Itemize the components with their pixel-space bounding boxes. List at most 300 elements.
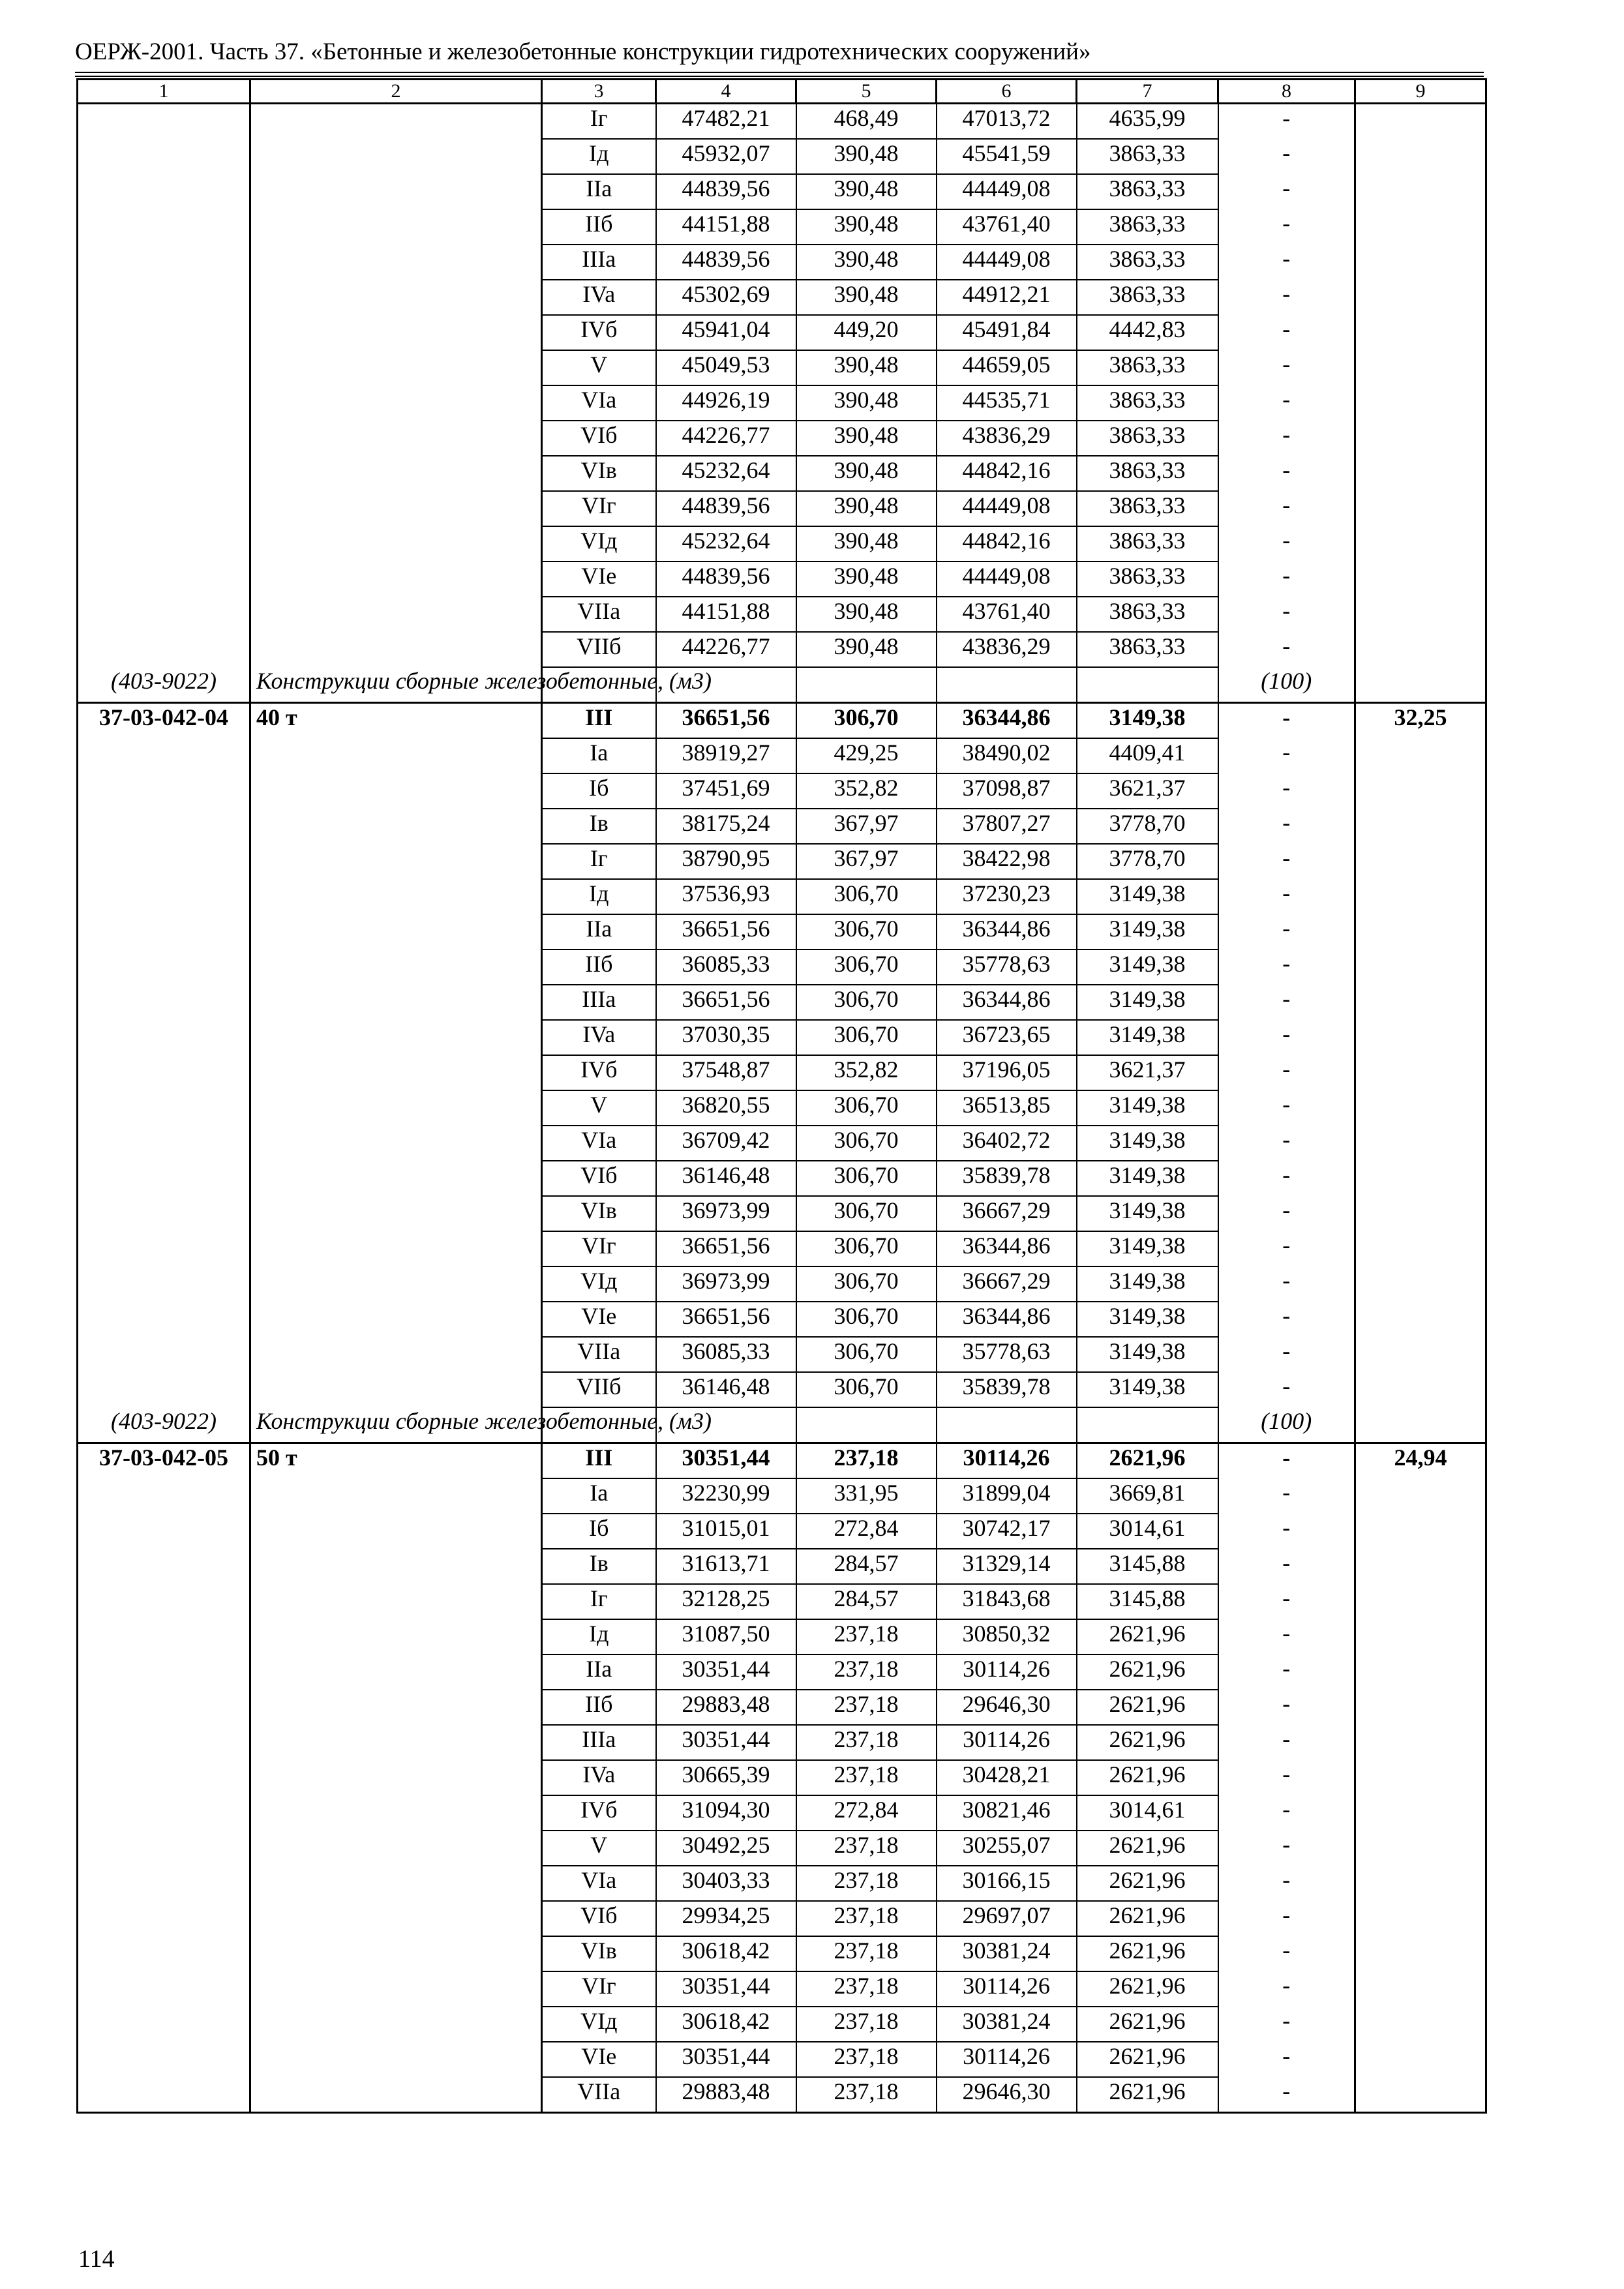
name-cell	[250, 1654, 542, 1690]
code-cell	[78, 421, 250, 456]
name-cell	[250, 456, 542, 491]
machine-cost-cell: 3145,88	[1077, 1584, 1218, 1619]
table-row	[78, 385, 1486, 421]
table-row	[78, 1231, 1486, 1266]
code-cell	[78, 1337, 250, 1372]
zone-cell: VIг	[542, 1971, 656, 2007]
machine-cost-cell: 3149,38	[1077, 703, 1218, 739]
name-cell	[250, 1619, 542, 1654]
machine-cost-cell: 3863,33	[1077, 139, 1218, 174]
zone-cell: VIб	[542, 421, 656, 456]
col8-cell: -	[1218, 1549, 1355, 1584]
col9-cell	[1355, 844, 1486, 879]
total-cost-cell: 44226,77	[656, 632, 796, 667]
table-row	[78, 1302, 1486, 1337]
total-cost-cell: 32230,99	[656, 1478, 796, 1514]
wage-cell: 306,70	[796, 1302, 937, 1337]
table-row	[78, 879, 1486, 914]
name-cell	[250, 1760, 542, 1795]
col8-cell: -	[1218, 703, 1355, 739]
table-row	[78, 1407, 1486, 1443]
material-cost-cell: 44449,08	[937, 174, 1077, 209]
col9-cell	[1355, 809, 1486, 844]
total-cost-cell: 32128,25	[656, 1584, 796, 1619]
wage-cell: 390,48	[796, 245, 937, 280]
code-cell	[78, 1936, 250, 1971]
zone-cell: Iг	[542, 104, 656, 140]
col8-cell: -	[1218, 1090, 1355, 1126]
material-cost-cell: 36344,86	[937, 1231, 1077, 1266]
machine-cost-cell: 2621,96	[1077, 1866, 1218, 1901]
code-cell	[78, 1901, 250, 1936]
wage-cell: 331,95	[796, 1478, 937, 1514]
col9-cell	[1355, 139, 1486, 174]
zone-cell: Iб	[542, 773, 656, 809]
col8-cell: -	[1218, 597, 1355, 632]
material-cost-cell: 31843,68	[937, 1584, 1077, 1619]
machine-cost-cell: 3149,38	[1077, 1090, 1218, 1126]
total-cost-cell: 38790,95	[656, 844, 796, 879]
zone-cell: VIв	[542, 456, 656, 491]
wage-cell: 306,70	[796, 914, 937, 950]
name-cell	[250, 914, 542, 950]
col9-cell	[1355, 315, 1486, 350]
table-row	[78, 1372, 1486, 1407]
wage-cell: 237,18	[796, 2042, 937, 2077]
code-cell	[78, 1971, 250, 2007]
column-header-6: 6	[937, 80, 1077, 104]
total-cost-cell: 45302,69	[656, 280, 796, 315]
code-cell	[78, 738, 250, 773]
col8-cell: -	[1218, 1302, 1355, 1337]
col8-cell: -	[1218, 174, 1355, 209]
machine-cost-cell: 4409,41	[1077, 738, 1218, 773]
total-cost-cell: 37451,69	[656, 773, 796, 809]
code-cell	[78, 1866, 250, 1901]
total-cost-cell: 36709,42	[656, 1126, 796, 1161]
wage-cell: 306,70	[796, 1266, 937, 1302]
material-cost-cell: 36513,85	[937, 1090, 1077, 1126]
zone-cell: VIв	[542, 1936, 656, 1971]
code-cell	[78, 914, 250, 950]
machine-cost-cell: 3014,61	[1077, 1514, 1218, 1549]
zone-cell: VIe	[542, 2042, 656, 2077]
name-cell	[250, 773, 542, 809]
col8-cell: -	[1218, 1866, 1355, 1901]
zone-cell: Iб	[542, 1514, 656, 1549]
code-cell	[78, 456, 250, 491]
zone-cell: Iг	[542, 1584, 656, 1619]
col8-cell: -	[1218, 104, 1355, 140]
table-row	[78, 950, 1486, 985]
name-cell	[250, 2007, 542, 2042]
col8-cell: -	[1218, 491, 1355, 526]
name-cell	[250, 1337, 542, 1372]
material-cost-cell: 38490,02	[937, 738, 1077, 773]
zone-cell: VIг	[542, 1231, 656, 1266]
material-cost-cell: 29697,07	[937, 1901, 1077, 1936]
table-row	[78, 1690, 1486, 1725]
code-cell	[78, 985, 250, 1020]
wage-cell: 306,70	[796, 1090, 937, 1126]
table-row	[78, 1443, 1486, 1479]
total-cost-cell: 30351,44	[656, 1725, 796, 1760]
code-cell	[78, 1584, 250, 1619]
wage-cell: 237,18	[796, 1936, 937, 1971]
col9-cell	[1355, 1936, 1486, 1971]
material-cost-cell: 36667,29	[937, 1196, 1077, 1231]
total-cost-cell: 30665,39	[656, 1760, 796, 1795]
table-row	[78, 1514, 1486, 1549]
machine-cost-cell: 3863,33	[1077, 632, 1218, 667]
total-cost-cell: 30618,42	[656, 2007, 796, 2042]
material-cost-cell: 30114,26	[937, 1654, 1077, 1690]
name-cell	[250, 738, 542, 773]
material-cost-cell: 36344,86	[937, 1302, 1077, 1337]
code-cell: 37-03-042-05	[78, 1443, 250, 1479]
material-cost-cell: 29646,30	[937, 1690, 1077, 1725]
material-cost-cell: 35778,63	[937, 1337, 1077, 1372]
name-cell	[250, 632, 542, 667]
table-row	[78, 738, 1486, 773]
wage-cell: 306,70	[796, 703, 937, 739]
zone-cell: Iд	[542, 1619, 656, 1654]
col9-cell	[1355, 773, 1486, 809]
material-cost-cell: 37807,27	[937, 809, 1077, 844]
total-cost-cell: 36651,56	[656, 1302, 796, 1337]
wage-cell: 390,48	[796, 597, 937, 632]
wage-cell: 272,84	[796, 1795, 937, 1831]
wage-cell: 284,57	[796, 1584, 937, 1619]
name-cell	[250, 1901, 542, 1936]
table-row	[78, 1760, 1486, 1795]
col9-cell	[1355, 2077, 1486, 2113]
total-cost-cell: 44226,77	[656, 421, 796, 456]
material-cost-cell: 44842,16	[937, 526, 1077, 561]
name-cell	[250, 1549, 542, 1584]
zone-cell: IIб	[542, 1690, 656, 1725]
resource-code: (403-9022)	[78, 667, 250, 703]
total-cost-cell: 37030,35	[656, 1020, 796, 1055]
zone-cell: IVб	[542, 315, 656, 350]
code-cell	[78, 1126, 250, 1161]
table-row	[78, 526, 1486, 561]
col8-cell: -	[1218, 1020, 1355, 1055]
wage-cell: 237,18	[796, 1971, 937, 2007]
column-header-7: 7	[1077, 80, 1218, 104]
col8-cell: -	[1218, 632, 1355, 667]
col8-cell: -	[1218, 1161, 1355, 1196]
zone-cell: VIIa	[542, 1337, 656, 1372]
name-cell	[250, 421, 542, 456]
name-cell	[250, 1161, 542, 1196]
material-cost-cell: 30114,26	[937, 1971, 1077, 2007]
zone-cell: Iд	[542, 879, 656, 914]
col8-cell: -	[1218, 2007, 1355, 2042]
name-cell	[250, 280, 542, 315]
table-row	[78, 1971, 1486, 2007]
machine-cost-cell: 3863,33	[1077, 456, 1218, 491]
col9-cell	[1355, 1901, 1486, 1936]
machine-cost-cell: 3621,37	[1077, 1055, 1218, 1090]
name-cell	[250, 1020, 542, 1055]
col8-cell: -	[1218, 456, 1355, 491]
machine-cost-cell: 3863,33	[1077, 245, 1218, 280]
machine-cost-cell: 3149,38	[1077, 1231, 1218, 1266]
table-row	[78, 1196, 1486, 1231]
total-cost-cell: 31087,50	[656, 1619, 796, 1654]
col8-cell: -	[1218, 1795, 1355, 1831]
name-cell	[250, 561, 542, 597]
material-cost-cell: 44449,08	[937, 245, 1077, 280]
total-cost-cell: 36085,33	[656, 950, 796, 985]
table-row	[78, 491, 1486, 526]
material-cost-cell: 36667,29	[937, 1266, 1077, 1302]
zone-cell: Ia	[542, 1478, 656, 1514]
col8-cell: -	[1218, 1619, 1355, 1654]
code-cell	[78, 280, 250, 315]
table-row	[78, 667, 1486, 703]
col8-cell: -	[1218, 1690, 1355, 1725]
total-cost-cell: 36973,99	[656, 1266, 796, 1302]
col9-cell	[1355, 350, 1486, 385]
machine-cost-cell: 2621,96	[1077, 1831, 1218, 1866]
total-cost-cell: 45932,07	[656, 139, 796, 174]
name-cell	[250, 1936, 542, 1971]
wage-cell: 306,70	[796, 1337, 937, 1372]
code-cell	[78, 350, 250, 385]
table-row	[78, 914, 1486, 950]
code-cell	[78, 1090, 250, 1126]
col8-cell: -	[1218, 2077, 1355, 2113]
col9-cell: 32,25	[1355, 703, 1486, 739]
machine-cost-cell: 3145,88	[1077, 1549, 1218, 1584]
empty-cell	[1077, 1407, 1218, 1443]
code-cell	[78, 950, 250, 985]
zone-cell: IIa	[542, 1654, 656, 1690]
wage-cell: 237,18	[796, 1443, 937, 1479]
wage-cell: 306,70	[796, 950, 937, 985]
material-cost-cell: 37196,05	[937, 1055, 1077, 1090]
material-cost-cell: 30114,26	[937, 1443, 1077, 1479]
col8-cell: -	[1218, 1971, 1355, 2007]
total-cost-cell: 44839,56	[656, 245, 796, 280]
zone-cell: VIб	[542, 1901, 656, 1936]
total-cost-cell: 38919,27	[656, 738, 796, 773]
table-row	[78, 1725, 1486, 1760]
total-cost-cell: 30492,25	[656, 1831, 796, 1866]
zone-cell: VIд	[542, 2007, 656, 2042]
wage-cell: 306,70	[796, 1196, 937, 1231]
col8-cell: -	[1218, 844, 1355, 879]
col8-cell: -	[1218, 879, 1355, 914]
name-cell	[250, 1196, 542, 1231]
machine-cost-cell: 3669,81	[1077, 1478, 1218, 1514]
name-cell: 50 т	[250, 1443, 542, 1479]
total-cost-cell: 44926,19	[656, 385, 796, 421]
code-cell	[78, 1654, 250, 1690]
col9-cell: 24,94	[1355, 1443, 1486, 1479]
total-cost-cell: 36651,56	[656, 1231, 796, 1266]
col8-cell: -	[1218, 1936, 1355, 1971]
table-row	[78, 773, 1486, 809]
machine-cost-cell: 3778,70	[1077, 844, 1218, 879]
material-cost-cell: 36344,86	[937, 703, 1077, 739]
total-cost-cell: 45232,64	[656, 526, 796, 561]
code-cell	[78, 2007, 250, 2042]
machine-cost-cell: 2621,96	[1077, 1443, 1218, 1479]
material-cost-cell: 44535,71	[937, 385, 1077, 421]
wage-cell: 306,70	[796, 1161, 937, 1196]
wage-cell: 306,70	[796, 1126, 937, 1161]
code-cell	[78, 491, 250, 526]
name-cell	[250, 1690, 542, 1725]
col9-cell	[1355, 985, 1486, 1020]
table-row	[78, 280, 1486, 315]
table-row	[78, 80, 1486, 104]
wage-cell: 237,18	[796, 1866, 937, 1901]
total-cost-cell: 45232,64	[656, 456, 796, 491]
machine-cost-cell: 3149,38	[1077, 1372, 1218, 1407]
name-cell	[250, 1090, 542, 1126]
material-cost-cell: 44449,08	[937, 561, 1077, 597]
wage-cell: 390,48	[796, 561, 937, 597]
wage-cell: 352,82	[796, 1055, 937, 1090]
table-row	[78, 2077, 1486, 2113]
total-cost-cell: 47482,21	[656, 104, 796, 140]
col8-cell: -	[1218, 1514, 1355, 1549]
code-cell	[78, 1266, 250, 1302]
zone-cell: VIд	[542, 526, 656, 561]
name-cell: 40 т	[250, 703, 542, 739]
code-cell	[78, 1549, 250, 1584]
code-cell	[78, 1161, 250, 1196]
material-cost-cell: 31899,04	[937, 1478, 1077, 1514]
wage-cell: 306,70	[796, 1020, 937, 1055]
wage-cell: 390,48	[796, 139, 937, 174]
zone-cell: VIe	[542, 1302, 656, 1337]
code-cell	[78, 1514, 250, 1549]
wage-cell: 272,84	[796, 1514, 937, 1549]
table-row	[78, 809, 1486, 844]
name-cell	[250, 950, 542, 985]
table-row	[78, 350, 1486, 385]
zone-cell: III	[542, 1443, 656, 1479]
wage-cell: 237,18	[796, 1619, 937, 1654]
col8-cell: -	[1218, 1372, 1355, 1407]
zone-cell: IIб	[542, 950, 656, 985]
code-cell	[78, 1196, 250, 1231]
table-row	[78, 1126, 1486, 1161]
total-cost-cell: 30351,44	[656, 1443, 796, 1479]
col8-cell: -	[1218, 1443, 1355, 1479]
total-cost-cell: 36085,33	[656, 1337, 796, 1372]
col8-cell: -	[1218, 385, 1355, 421]
machine-cost-cell: 3863,33	[1077, 350, 1218, 385]
col9-cell	[1355, 174, 1486, 209]
code-cell	[78, 879, 250, 914]
zone-cell: VIIa	[542, 2077, 656, 2113]
col8-cell: -	[1218, 421, 1355, 456]
machine-cost-cell: 3863,33	[1077, 280, 1218, 315]
material-cost-cell: 44842,16	[937, 456, 1077, 491]
zone-cell: IIa	[542, 914, 656, 950]
machine-cost-cell: 3149,38	[1077, 1302, 1218, 1337]
name-cell	[250, 385, 542, 421]
code-cell	[78, 209, 250, 245]
col8-cell: -	[1218, 280, 1355, 315]
machine-cost-cell: 3014,61	[1077, 1795, 1218, 1831]
col9-cell	[1355, 385, 1486, 421]
col9-cell	[1355, 1231, 1486, 1266]
code-cell	[78, 1760, 250, 1795]
table-row	[78, 174, 1486, 209]
column-header-3: 3	[542, 80, 656, 104]
machine-cost-cell: 2621,96	[1077, 1619, 1218, 1654]
material-cost-cell: 37098,87	[937, 773, 1077, 809]
table-row	[78, 1161, 1486, 1196]
table-row	[78, 1549, 1486, 1584]
table-row	[78, 1936, 1486, 1971]
zone-cell: VIг	[542, 491, 656, 526]
name-cell	[250, 809, 542, 844]
name-cell	[250, 1478, 542, 1514]
machine-cost-cell: 2621,96	[1077, 1690, 1218, 1725]
table-row	[78, 1866, 1486, 1901]
code-cell	[78, 1020, 250, 1055]
wage-cell: 284,57	[796, 1549, 937, 1584]
table-row	[78, 1020, 1486, 1055]
machine-cost-cell: 2621,96	[1077, 2077, 1218, 2113]
col9-cell	[1355, 2007, 1486, 2042]
machine-cost-cell: 2621,96	[1077, 1760, 1218, 1795]
resource-code: (403-9022)	[78, 1407, 250, 1443]
col9-cell	[1355, 245, 1486, 280]
material-cost-cell: 30742,17	[937, 1514, 1077, 1549]
col8-cell: -	[1218, 773, 1355, 809]
name-cell	[250, 350, 542, 385]
col8-cell: -	[1218, 738, 1355, 773]
column-header-1: 1	[78, 80, 250, 104]
name-cell	[250, 174, 542, 209]
zone-cell: Iв	[542, 1549, 656, 1584]
total-cost-cell: 30351,44	[656, 1971, 796, 2007]
machine-cost-cell: 3863,33	[1077, 561, 1218, 597]
col9-cell	[1355, 2042, 1486, 2077]
zone-cell: VIIб	[542, 632, 656, 667]
material-cost-cell: 44912,21	[937, 280, 1077, 315]
empty-cell	[937, 667, 1077, 703]
zone-cell: IIa	[542, 174, 656, 209]
total-cost-cell: 38175,24	[656, 809, 796, 844]
zone-cell: IIIa	[542, 985, 656, 1020]
machine-cost-cell: 3149,38	[1077, 1266, 1218, 1302]
name-cell	[250, 491, 542, 526]
col8-cell: -	[1218, 914, 1355, 950]
machine-cost-cell: 3149,38	[1077, 1196, 1218, 1231]
wage-cell: 449,20	[796, 315, 937, 350]
name-cell	[250, 985, 542, 1020]
col9-cell	[1355, 632, 1486, 667]
material-cost-cell: 30166,15	[937, 1866, 1077, 1901]
col8-cell: -	[1218, 139, 1355, 174]
wage-cell: 237,18	[796, 2007, 937, 2042]
resource-quantity: (100)	[1218, 1407, 1355, 1443]
machine-cost-cell: 3149,38	[1077, 879, 1218, 914]
empty-cell	[1355, 667, 1486, 703]
col8-cell: -	[1218, 561, 1355, 597]
code-cell	[78, 597, 250, 632]
